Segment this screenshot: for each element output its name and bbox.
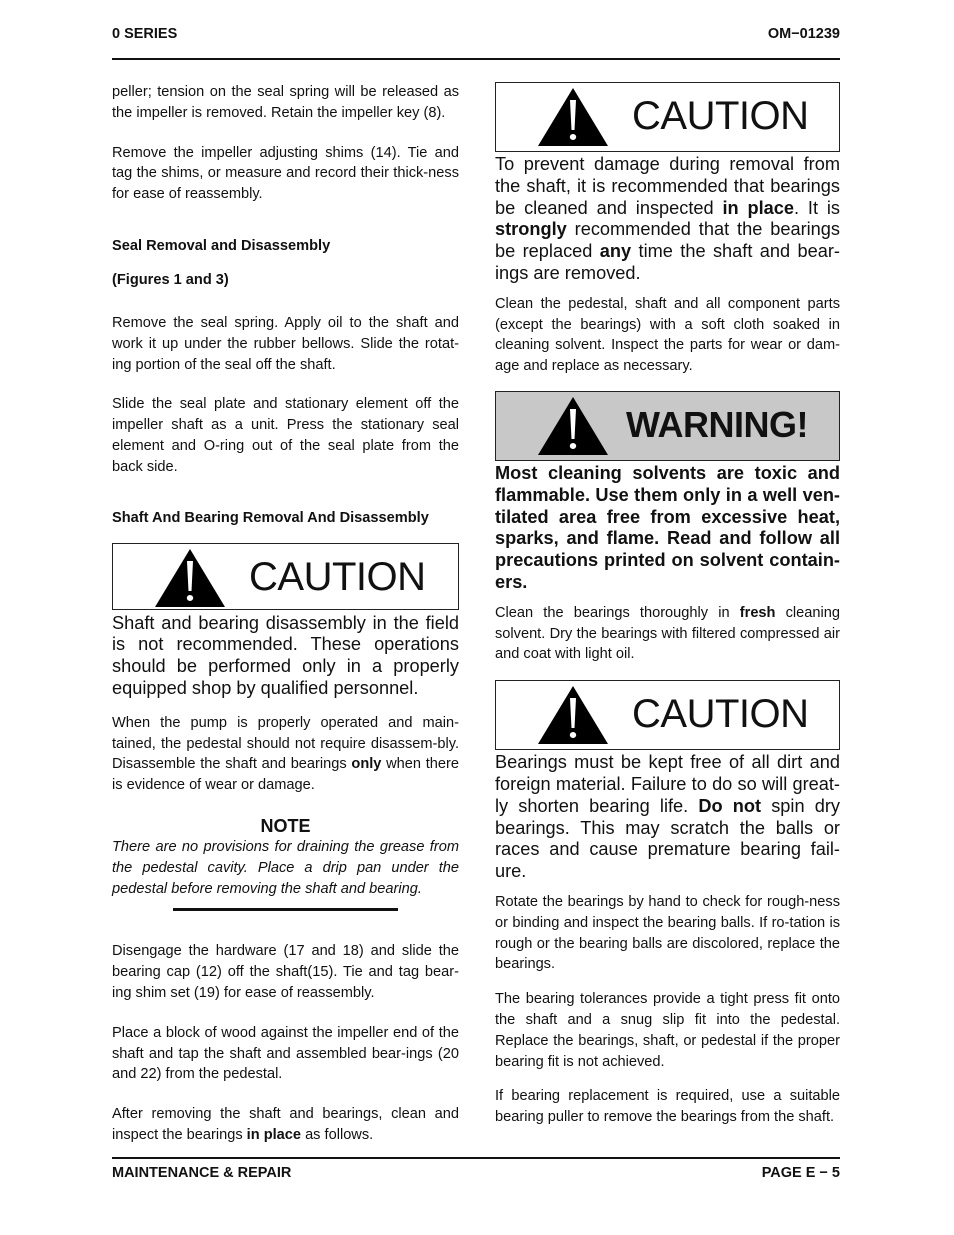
caution-text: Bearings must be kept free of all dirt and foreign material. Failure to do so will great-ly shorten bearing life. Do not spin dry bearings. This may scratch the balls or races and cause premature bearing fail-ure. <box>495 752 840 882</box>
section-name: MAINTENANCE & REPAIR <box>112 1165 292 1181</box>
warning-title: WARNING! <box>626 403 808 445</box>
caution-text: To prevent damage during removal from the shaft, it is recommended that bearings be cleaned and inspected in place. It is strongly recommended that the bearings be replaced any time the shaft and bear-ings are removed. <box>495 154 840 283</box>
page-number: PAGE E − 5 <box>761 1165 840 1181</box>
series-label: 0 SERIES <box>112 26 178 42</box>
footer-rule <box>112 1157 840 1159</box>
paragraph: Clean the bearings thoroughly in fresh cleaning solvent. Dry the bearings with filtered compressed air and coat with light oil. <box>495 604 841 663</box>
figure-reference: (Figures 1 and 3) <box>112 271 229 288</box>
paragraph: When the pump is properly operated and main-tained, the pedestal should not require disassem-bly. Disassemble the shaft and bearings only when there is evidence of wear or damage. <box>112 714 459 794</box>
caution-text: Shaft and bearing disassembly in the field is not recommended. These operations should be performed only in a properly equipped shop by qualified personnel. <box>112 612 459 698</box>
warning-box <box>495 391 840 461</box>
paragraph: If bearing replacement is required, use a suitable bearing puller to remove the bearings from the shaft. <box>495 1088 840 1126</box>
caution-triangle-icon <box>153 547 227 609</box>
page-header <box>112 26 840 46</box>
note-title: NOTE <box>260 815 311 836</box>
paragraph: Remove the impeller adjusting shims (14). Tie and tag the shims, or measure and record their thick-ness for ease of reassembly. <box>112 144 459 203</box>
caution-title: CAUTION <box>632 692 809 737</box>
left-column <box>112 82 459 1146</box>
paragraph: After removing the shaft and bearings, clean and inspect the bearings in place as follows. <box>112 1106 459 1143</box>
document-number: OM−01239 <box>767 26 840 42</box>
paragraph: Remove the seal spring. Apply oil to the shaft and work it up under the rubber bellows. Slide the rotat-ing portion of the seal off the shaft. <box>112 314 459 373</box>
caution-triangle-icon <box>536 86 610 148</box>
warning-triangle-icon <box>536 395 610 457</box>
section-heading: Seal Removal and Disassembly <box>112 237 331 254</box>
caution-box <box>495 680 840 750</box>
paragraph: Disengage the hardware (17 and 18) and slide the bearing cap (12) off the shaft(15). Tie and tag bear-ing shim set (19) for ease of reassembly. <box>112 943 459 1001</box>
caution-triangle-icon <box>536 684 610 746</box>
paragraph: Clean the pedestal, shaft and all component parts (except the bearings) with a soft cloth soaked in cleaning solvent. Inspect the parts for wear or dam-age and replace as necessary. <box>495 295 840 375</box>
paragraph: Rotate the bearings by hand to check for rough-ness or binding and inspect the bearing balls. If ro-tation is rough or the bearing balls are discolored, replace the bearings. <box>495 893 840 973</box>
paragraph: The bearing tolerances provide a tight press fit onto the shaft and a snug slip fit into the pedestal. Replace the bearings, shaft, or pedestal if the proper bearing fit is not achieved. <box>495 991 840 1070</box>
caution-title: CAUTION <box>632 94 809 138</box>
caution-box <box>495 82 840 152</box>
paragraph: peller; tension on the seal spring will be released as the impeller is removed. Retain the impeller key (8). <box>112 84 459 121</box>
paragraph: Place a block of wood against the impeller end of the shaft and tap the shaft and assembled bear-ings (20 and 22) from the pedestal. <box>112 1024 459 1083</box>
note-text: There are no provisions for draining the grease from the pedestal cavity. Place a drip pan under the pedestal before removing the shaft and bearing. <box>112 838 459 897</box>
section-heading: Shaft And Bearing Removal And Disassembly <box>112 509 429 526</box>
caution-box <box>112 543 459 610</box>
right-column <box>495 82 840 1128</box>
warning-text: Most cleaning solvents are toxic and flammable. Use them only in a well ven-tilated area free from excessive heat, sparks, and flame. Read and follow all precautions printed on solvent contain-ers. <box>495 462 840 592</box>
paragraph: Slide the seal plate and stationary element off the impeller shaft as a unit. Press the stationary seal element and O-ring out of the seal plate from the back side. <box>112 396 459 475</box>
caution-title: CAUTION <box>249 554 426 599</box>
header-rule <box>112 58 840 60</box>
